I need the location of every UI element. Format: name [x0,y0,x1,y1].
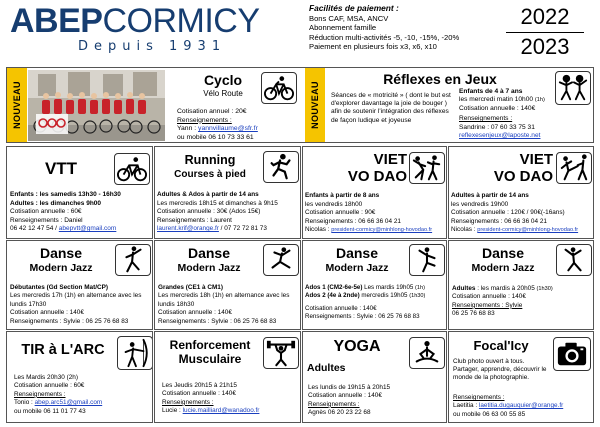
danse2-subtitle: Modern Jazz [177,262,241,274]
danse4-phone: 06 25 76 68 83 [452,310,495,318]
danse2-title: Danse [187,245,231,261]
danse3-ados2-duration: (1h30) [409,293,426,300]
tir-price: Cotisation annuelle : 60€ [14,382,85,390]
dancer-spin-icon [409,244,445,276]
card-renforcement [154,331,301,423]
viet2-contact-name: Nicolas : [451,226,478,234]
cyclo-contact-label: Renseignements : [177,116,232,124]
tir-title: TIR à L'ARC [21,342,105,358]
payment-info [309,4,495,52]
viet2-title: VIET [519,151,553,168]
focal-contact-label: Renseignements : [453,394,505,401]
danse3-ados2: Ados 2 (4e à 2nde) [305,292,360,300]
new-activities-row [6,67,594,143]
reflexes-schedule: les mercredi matin 10h00 [459,96,534,104]
yoga-title: YOGA [333,338,381,355]
running-contact: Renseignements : Laurent [157,216,232,224]
card-danse-ados [302,240,447,330]
danse4-subtitle: Modern Jazz [471,262,535,274]
viet1-age: Enfants à partir de 8 ans [305,192,380,199]
vtt-contact: Renseignements : Daniel [10,216,83,224]
card-tir-arc [6,331,153,423]
card-focal-icy [448,331,594,423]
danse3-contact: Renseignements : Sylvie : 06 25 76 68 83 [305,313,420,321]
danse2-contact: Renseignements : Sylvie : 06 25 76 68 83 [158,317,277,325]
focal-desc-line2: Partager, apprendre, découvrir le monde de la photographie. [453,366,547,382]
running-title: Running [184,153,236,167]
season-years [500,5,590,59]
card-danse-adultes [448,240,594,330]
children-playing-icon [555,71,591,105]
viet2-schedule: les vendredis 19h00 [451,200,509,208]
renfo-schedule: Les Jeudis 20h15 à 21h15 [162,382,237,389]
viet1-price: Cotisation annuelle : 90€ [305,209,376,217]
card-yoga [302,331,447,423]
danse3-info [305,284,447,322]
nouveau-banner [7,68,27,142]
focal-email-link[interactable]: laetitia.dugauquier@orange.fr [478,402,564,410]
viet2-contact: Renseignements : 06 66 36 04 21 [451,217,547,225]
danse1-schedule: Les mercredis 17h (1h) en alternance avec les lundis 17h30 [10,292,142,308]
viet1-email-link[interactable]: president-cormicy@minhlong-hovodao.fr [331,227,433,234]
dancer-jump-icon [556,244,592,276]
viet1-schedule: les vendredis 18h00 [305,200,363,208]
danse3-ados2-schedule: mercredis 19h05 [359,292,410,300]
running-price: Cotisation annuelle : 30€ (Ados 15€) [157,208,261,216]
danse1-subtitle: Modern Jazz [29,262,93,274]
yoga-meditation-icon [409,337,445,369]
vtt-adults: Adultes : les dimanches 9h00 [10,199,102,207]
dancer-icon [115,244,151,276]
mountain-bike-icon [114,153,150,185]
running-audience: Adultes & Ados à partir de 14 ans [157,191,259,198]
viet1-info [305,192,447,235]
weightlifting-icon [263,337,299,369]
viet1-title: VIET [373,151,407,168]
focal-title: Focal'Icy [473,338,529,353]
danse4-level: Adultes [452,285,476,292]
reflexes-title: Réflexes en Jeux [383,71,497,87]
renfo-email-link[interactable]: lucie.mailliard@wanadoo.fr [182,407,260,415]
martial-arts-kick-icon [556,152,592,184]
running-subtitle: Courses à pied [174,169,246,180]
danse1-price: Cotisation annuelle : 140€ [10,309,84,317]
cyclo-email-link[interactable]: yannvillaume@sfr.fr [198,125,258,133]
cyclo-phone: ou mobile 06 10 73 33 61 [177,133,254,141]
focal-contact-name: Laetitia : [453,402,479,410]
viet2-info [451,192,594,235]
danse3-ados1: Ados 1 (CM2-6e-5e) [305,284,363,291]
nouveau-label-2: NOUVEAU [310,81,320,129]
danse4-info [452,285,594,319]
tir-phone: ou mobile 06 11 01 77 43 [14,407,86,415]
danse3-subtitle: Modern Jazz [325,262,389,274]
cyclo-contact-name: Yann : [177,125,199,133]
year-end: 2023 [520,34,570,59]
logo-thin-text: CORMICY [102,2,260,40]
payment-line: Abonnement famille [309,23,377,33]
running-email-link[interactable]: laurent.krif@orange.fr [157,225,219,233]
yoga-contact-label: Renseignements : [308,400,360,408]
danse2-level: Grandes (CE1 à CM1) [158,284,223,291]
tir-schedule: Les Mardis 20h30 (2h) [14,374,78,381]
reflexes-description: Séances de « motricité » ( dont le but est d'explorer davantage la joie de bouger ) afin de soutenir l'intégration des réflexes de façon ludique et joyeuse [331,92,451,124]
renfo-price: Cotisation annuelle : 140€ [162,390,236,398]
yoga-price: Cotisation annuelle : 140€ [308,392,382,400]
renfo-contact-name: Lucie : [162,407,183,415]
club-logo [10,4,300,54]
tir-info [14,374,152,416]
danse4-title: Danse [481,245,525,261]
renfo-subtitle: Musculaire [178,352,242,366]
tir-contact-label: Renseignements : [14,390,66,398]
reflexes-info [459,88,559,140]
yoga-schedule: Les lundis de 19h15 à 20h15 [308,384,391,391]
focal-phone: ou mobile 06 63 00 55 85 [453,410,526,418]
focal-description [453,358,553,383]
year-divider [506,32,584,33]
viet2-subtitle: VO DAO [493,168,553,185]
viet2-age: Adultes à partir de 14 ans [451,192,529,199]
card-vtt [6,146,153,239]
renfo-contact-label: Renseignements : [162,398,214,406]
reflexes-contact: Sandrine : 07 60 33 75 31 [459,123,535,131]
card-viet-vo-dao-children [302,146,447,239]
viet2-price: Cotisation annuelle : 120€ / 90€(-16ans) [451,209,565,217]
reflexes-duration: (1h) [534,97,545,104]
reflexes-price: Cotisation annuelle : 140€ [459,104,536,112]
vtt-children: Enfants : les samedis 13h30 - 16h30 [10,191,121,198]
payment-line: Bons CAF, MSA, ANCV [309,13,389,23]
martial-arts-icon [409,152,445,184]
reflexes-contact-label: Renseignements : [459,115,513,123]
danse3-price: Cotisation annuelle : 140€ [305,304,377,312]
vtt-email-link[interactable]: abepvtt@gmail.com [58,225,117,233]
reflexes-age: Enfants de 4 à 7 ans [459,88,523,95]
vtt-price: Cotisation annuelle : 60€ [10,208,82,216]
tir-email-link[interactable]: abep.arc51@gmail.com [34,399,103,407]
vtt-phone: 06 42 12 47 54 / [10,225,59,233]
runner-icon [263,151,299,183]
renfo-info [162,382,300,416]
viet1-contact: Renseignements : 06 66 36 04 21 [305,217,401,225]
viet1-subtitle: VO DAO [347,168,407,185]
danse1-title: Danse [39,245,83,261]
card-danse-grandes [154,240,301,330]
yoga-info [308,384,446,418]
logo-bold-text: ABEP [10,2,103,40]
danse4-schedule: : les mardis à 20h05 [475,285,537,292]
cyclo-group-photo [28,70,165,141]
focal-info [453,394,594,419]
bicycle-icon [261,72,297,104]
danse4-duration: (1h30) [536,286,553,292]
cyclo-subtitle: Vélo Route [203,89,243,98]
danse3-title: Danse [335,245,379,261]
danse2-info [158,284,300,326]
yoga-contact: Agnès 06 20 23 22 68 [308,409,371,417]
danse2-price: Cotisation annuelle : 140€ [158,309,232,317]
viet1-contact-name: Nicolas : [305,226,332,234]
running-phone: / 07 72 72 81 73 [218,225,267,233]
danse4-contact-label: Renseignements : Sylvie [452,301,523,309]
payment-line: Réduction multi-activités -5, -10, -15%, -20% [309,32,460,42]
logo-subtitle: Depuis 1931 [78,39,227,54]
danse3-ados1-duration: (1h) [415,285,425,291]
tir-contact-name: Tonio : [14,399,35,407]
vtt-info [10,191,152,234]
focal-desc-line1: Club photo ouvert à tous. [453,358,525,365]
dancer-leap-icon [263,244,299,276]
danse4-price: Cotisation annuelle : 140€ [452,293,526,301]
archer-icon [117,336,153,370]
danse1-info [10,284,152,326]
running-info [157,191,301,234]
yoga-subtitle: Adultes [307,362,346,374]
danse1-level: Débutantes (Gd Section Mat/CP) [10,284,108,291]
camera-icon [553,337,591,371]
running-schedule: Les mercredis 18h15 et dimanches à 9h15 [157,199,278,207]
nouveau-label: NOUVEAU [12,81,22,129]
cyclo-price: Cotisation annuel : 20€ [177,108,247,115]
cyclo-title: Cyclo [203,72,243,88]
vtt-title: VTT [44,159,78,178]
year-start: 2022 [520,4,570,29]
danse3-ados1-schedule: Les mardis 19h05 [362,284,416,291]
cyclo-info [177,108,302,142]
danse2-schedule: Les mercredis 18h (1h) en alternance avec les lundis 18h30 [158,292,290,308]
payment-line: Paiement en plusieurs fois x3, x6, x10 [309,42,437,52]
card-running [154,146,301,239]
viet2-email-link[interactable]: president-cormicy@minhlong-hovodao.fr [477,227,579,234]
reflexes-email-link[interactable]: reflexesenjeux@laposte.net [459,132,541,140]
card-viet-vo-dao-adults [448,146,594,239]
payment-title: Facilités de paiement : [309,3,399,13]
card-danse-debutantes [6,240,153,330]
renfo-title: Renforcement [169,338,251,352]
danse1-contact: Renseignements : Sylvie : 06 25 76 68 83 [10,317,129,325]
nouveau-banner-2 [305,68,325,142]
